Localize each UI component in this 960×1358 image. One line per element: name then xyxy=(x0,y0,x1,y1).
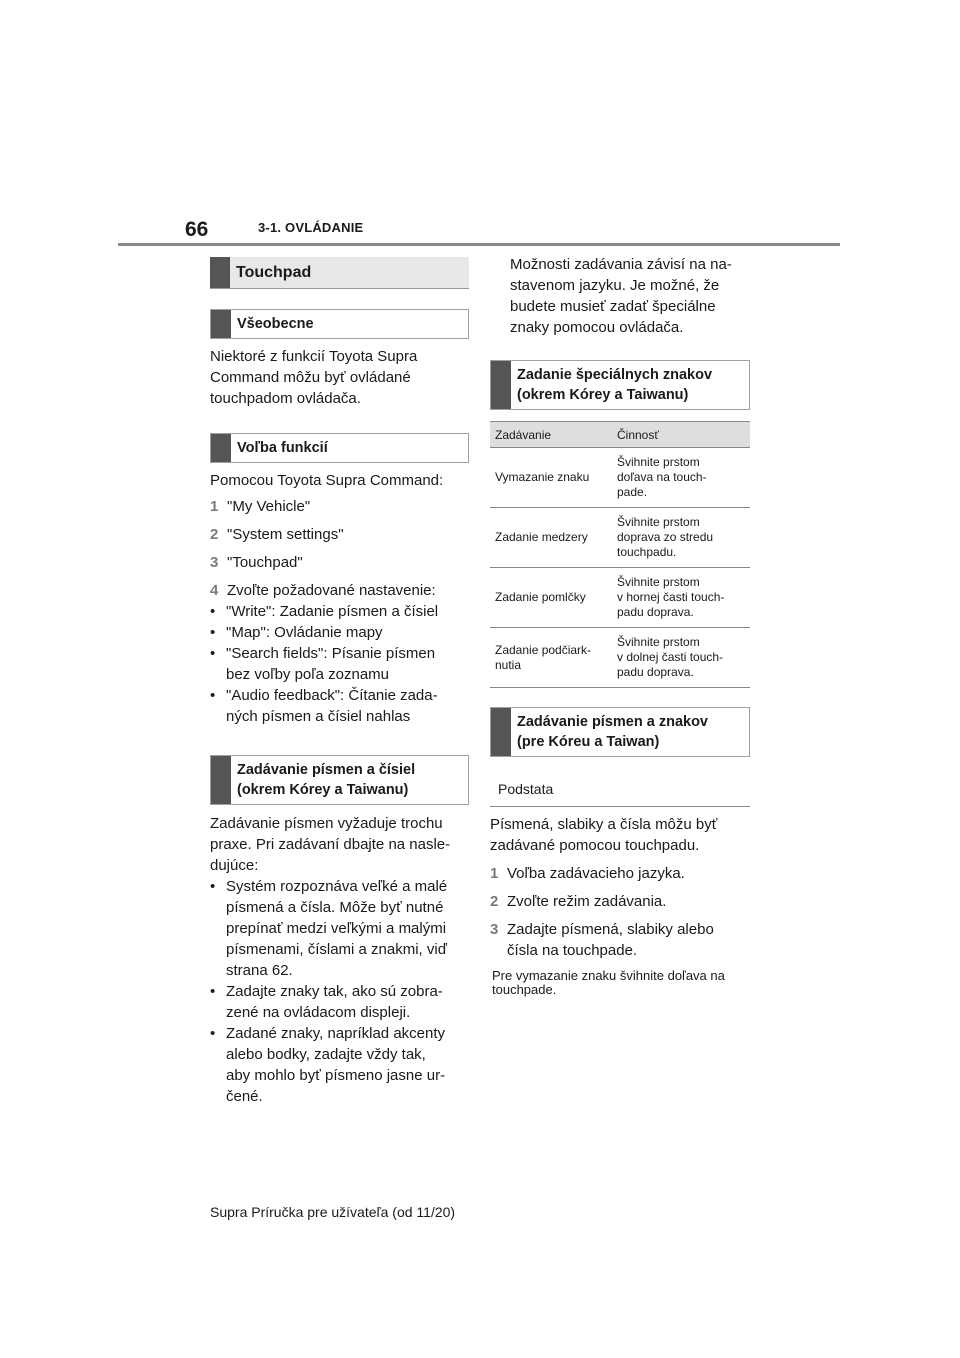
text-line: (pre Kóreu a Taiwan) xyxy=(517,734,660,750)
text-line: stavenom jazyku. Je možné, že xyxy=(510,277,720,294)
heading-bar xyxy=(211,434,231,462)
heading-zadavanie-pismen xyxy=(210,755,469,805)
step-number: 3 xyxy=(210,554,219,571)
step-text: Voľba zadávacieho jazyka. xyxy=(507,865,685,882)
heading-specialne-znaky xyxy=(490,360,750,410)
heading-bar xyxy=(491,708,511,756)
text-line: Zadanie špeciálnych znakov xyxy=(517,367,713,383)
step-item xyxy=(210,580,472,601)
step-number: 1 xyxy=(490,865,499,882)
text-line: Možnosti zadávania závisí na na- xyxy=(510,256,732,273)
bullet-item: • Systém rozpoznáva veľké a malé písmená a čísla. Môže byť nutné prepínať medzi veľkými a malými písmenami, číslami a znakmi, viď strana 62. xyxy=(210,878,448,979)
table-cell xyxy=(612,568,750,628)
text-line: Zadávanie písmen vyžaduje trochu xyxy=(210,815,443,832)
bullet-item: • "Audio feedback": Čítanie zada- ných písmen a čísiel nahlas xyxy=(210,687,438,725)
heading-text xyxy=(517,365,712,405)
section-title-touchpad xyxy=(210,257,469,289)
step-item xyxy=(490,919,755,961)
paragraph-input xyxy=(210,813,472,1107)
text-line: Zadávanie písmen a čísiel xyxy=(237,762,416,778)
step-item xyxy=(210,524,472,545)
page-number: 66 xyxy=(185,218,209,241)
table-header-row xyxy=(490,422,750,448)
special-chars-table xyxy=(490,421,750,688)
text-line: "Map": Ovládanie mapy xyxy=(226,624,383,641)
text-line: Pre vymazanie znaku švihnite doľava na xyxy=(492,968,725,983)
bullet-list xyxy=(210,876,472,1107)
text-line: doprava zo stredu xyxy=(617,530,714,544)
table-cell: Zadanie podčiark- nutia xyxy=(490,628,612,688)
steps-list xyxy=(490,863,755,961)
heading-text xyxy=(517,712,708,752)
step-number: 2 xyxy=(210,526,219,543)
table-cell: Zadanie pomlčky xyxy=(490,568,612,628)
table-cell xyxy=(612,628,750,688)
step-text: Zadajte písmená, slabiky alebo xyxy=(507,921,714,938)
step-text: "My Vehicle" xyxy=(227,498,311,515)
step-text: Zvoľte požadované nastavenie: xyxy=(227,582,436,599)
step-text: "Touchpad" xyxy=(227,554,303,571)
chapter-title: 3-1. OVLÁDANIE xyxy=(258,220,364,235)
text-line: znaky pomocou ovládača. xyxy=(510,319,684,336)
text-line: Niektoré z funkcií Toyota Supra xyxy=(210,348,418,365)
subheading-text: Podstata xyxy=(498,781,554,797)
table-cell xyxy=(612,448,750,508)
paragraph-options xyxy=(510,254,760,338)
heading-vseobecne xyxy=(210,309,469,339)
table-row xyxy=(490,628,750,688)
column-header: Činnosť xyxy=(612,422,750,448)
bullet-list xyxy=(210,601,472,727)
paragraph-korea-input xyxy=(490,814,755,968)
bullet-item: • Zadané znaky, napríklad akcenty alebo bodky, zadajte vždy tak, aby mohlo byť písmeno jasne ur- čené. xyxy=(210,1025,446,1105)
heading-text: Touchpad xyxy=(236,263,312,281)
table-row xyxy=(490,508,750,568)
text-line: Švihnite prstom xyxy=(617,635,700,649)
bullet-item: • "Search fields": Písanie písmen bez voľby poľa zoznamu xyxy=(210,645,436,683)
step-item xyxy=(490,891,755,912)
paragraph-general xyxy=(210,346,472,409)
text-line: touchpadu. xyxy=(617,545,677,559)
heading-bar xyxy=(210,257,230,288)
text-line: písmenami, číslami a znakmi, viď xyxy=(226,941,447,958)
text-line: (okrem Kórey a Taiwanu) xyxy=(517,387,689,403)
text-line: čené. xyxy=(226,1088,263,1105)
table-row xyxy=(490,448,750,508)
bullet-item: • "Write": Zadanie písmen a čísiel xyxy=(210,603,439,620)
text-line: aby mohlo byť písmeno jasne ur- xyxy=(226,1067,446,1084)
step-number: 4 xyxy=(210,582,219,599)
heading-bar xyxy=(491,361,511,409)
table-row xyxy=(490,568,750,628)
bullet-item: • "Map": Ovládanie mapy xyxy=(210,624,383,641)
step-item xyxy=(490,863,755,884)
table-cell xyxy=(612,508,750,568)
text-line: "Search fields": Písanie písmen xyxy=(226,645,436,662)
heading-text: Všeobecne xyxy=(237,316,314,332)
text-line: Command môžu byť ovládané xyxy=(210,369,411,386)
text-line: padu doprava. xyxy=(617,665,694,679)
text-line: praxe. Pri zadávaní dbajte na nasle- xyxy=(210,836,451,853)
text-line: bez voľby poľa zoznamu xyxy=(226,666,390,683)
text-line: doľava na touch- xyxy=(617,470,707,484)
text-line: Zadané znaky, napríklad akcenty xyxy=(226,1025,446,1042)
paragraph-functions xyxy=(210,470,472,727)
text-line: touchpade. xyxy=(492,982,557,997)
table-cell: Vymazanie znaku xyxy=(490,448,612,508)
text-line: Švihnite prstom xyxy=(617,515,700,529)
subheading-podstata xyxy=(490,772,750,807)
step-number: 2 xyxy=(490,893,499,910)
column-header: Zadávanie xyxy=(490,422,612,448)
text-line: "Write": Zadanie písmen a čísiel xyxy=(226,603,439,620)
step-text: čísla na touchpade. xyxy=(507,942,638,959)
text-line: Švihnite prstom xyxy=(617,455,700,469)
heading-volba-funkcii xyxy=(210,433,469,463)
table-cell: Zadanie medzery xyxy=(490,508,612,568)
step-text: Zvoľte režim zadávania. xyxy=(507,893,667,910)
text-line: písmená a čísla. Môže byť nutné xyxy=(226,899,444,916)
text-line: v dolnej časti touch- xyxy=(617,650,724,664)
text-line: zadávané pomocou touchpadu. xyxy=(490,837,700,854)
heading-bar xyxy=(211,310,231,338)
steps-list xyxy=(210,496,472,601)
header-rule xyxy=(118,243,840,246)
heading-korea-taiwan xyxy=(490,707,750,757)
text-line: budete musieť zadať špeciálne xyxy=(510,298,716,315)
text-line: zené na ovládacom displeji. xyxy=(226,1004,411,1021)
text-line: prepínať medzi veľkými a malými xyxy=(226,920,447,937)
step-number: 1 xyxy=(210,498,219,515)
heading-text xyxy=(237,760,415,800)
text-line: (okrem Kórey a Taiwanu) xyxy=(237,782,409,798)
text-line: "Audio feedback": Čítanie zada- xyxy=(226,687,438,704)
bullet-item: • Zadajte znaky tak, ako sú zobra- zené na ovládacom displeji. xyxy=(210,983,443,1021)
footer-text: Supra Príručka pre užívateľa (od 11/20) xyxy=(210,1204,456,1220)
text-line: padu doprava. xyxy=(617,605,694,619)
step-number: 3 xyxy=(490,921,499,938)
heading-text: Voľba funkcií xyxy=(237,440,328,456)
text-line: touchpadom ovládača. xyxy=(210,390,361,407)
heading-bar xyxy=(211,756,231,804)
note-text xyxy=(492,969,757,997)
text-line: pade. xyxy=(617,485,648,499)
text-line: dujúce: xyxy=(210,857,259,874)
text-line: Švihnite prstom xyxy=(617,575,700,589)
step-text: "System settings" xyxy=(227,526,344,543)
step-item xyxy=(210,496,472,517)
text-line: ných písmen a čísiel nahlas xyxy=(226,708,411,725)
step-item xyxy=(210,552,472,573)
text-line: Pomocou Toyota Supra Command: xyxy=(210,472,444,489)
text-line: Systém rozpoznáva veľké a malé xyxy=(226,878,448,895)
text-line: Písmená, slabiky a čísla môžu byť xyxy=(490,816,718,833)
text-line: alebo bodky, zadajte vždy tak, xyxy=(226,1046,426,1063)
text-line: strana 62. xyxy=(226,962,293,979)
text-line: v hornej časti touch- xyxy=(617,590,725,604)
text-line: Zadávanie písmen a znakov xyxy=(517,714,708,730)
text-line: Zadajte znaky tak, ako sú zobra- xyxy=(226,983,443,1000)
